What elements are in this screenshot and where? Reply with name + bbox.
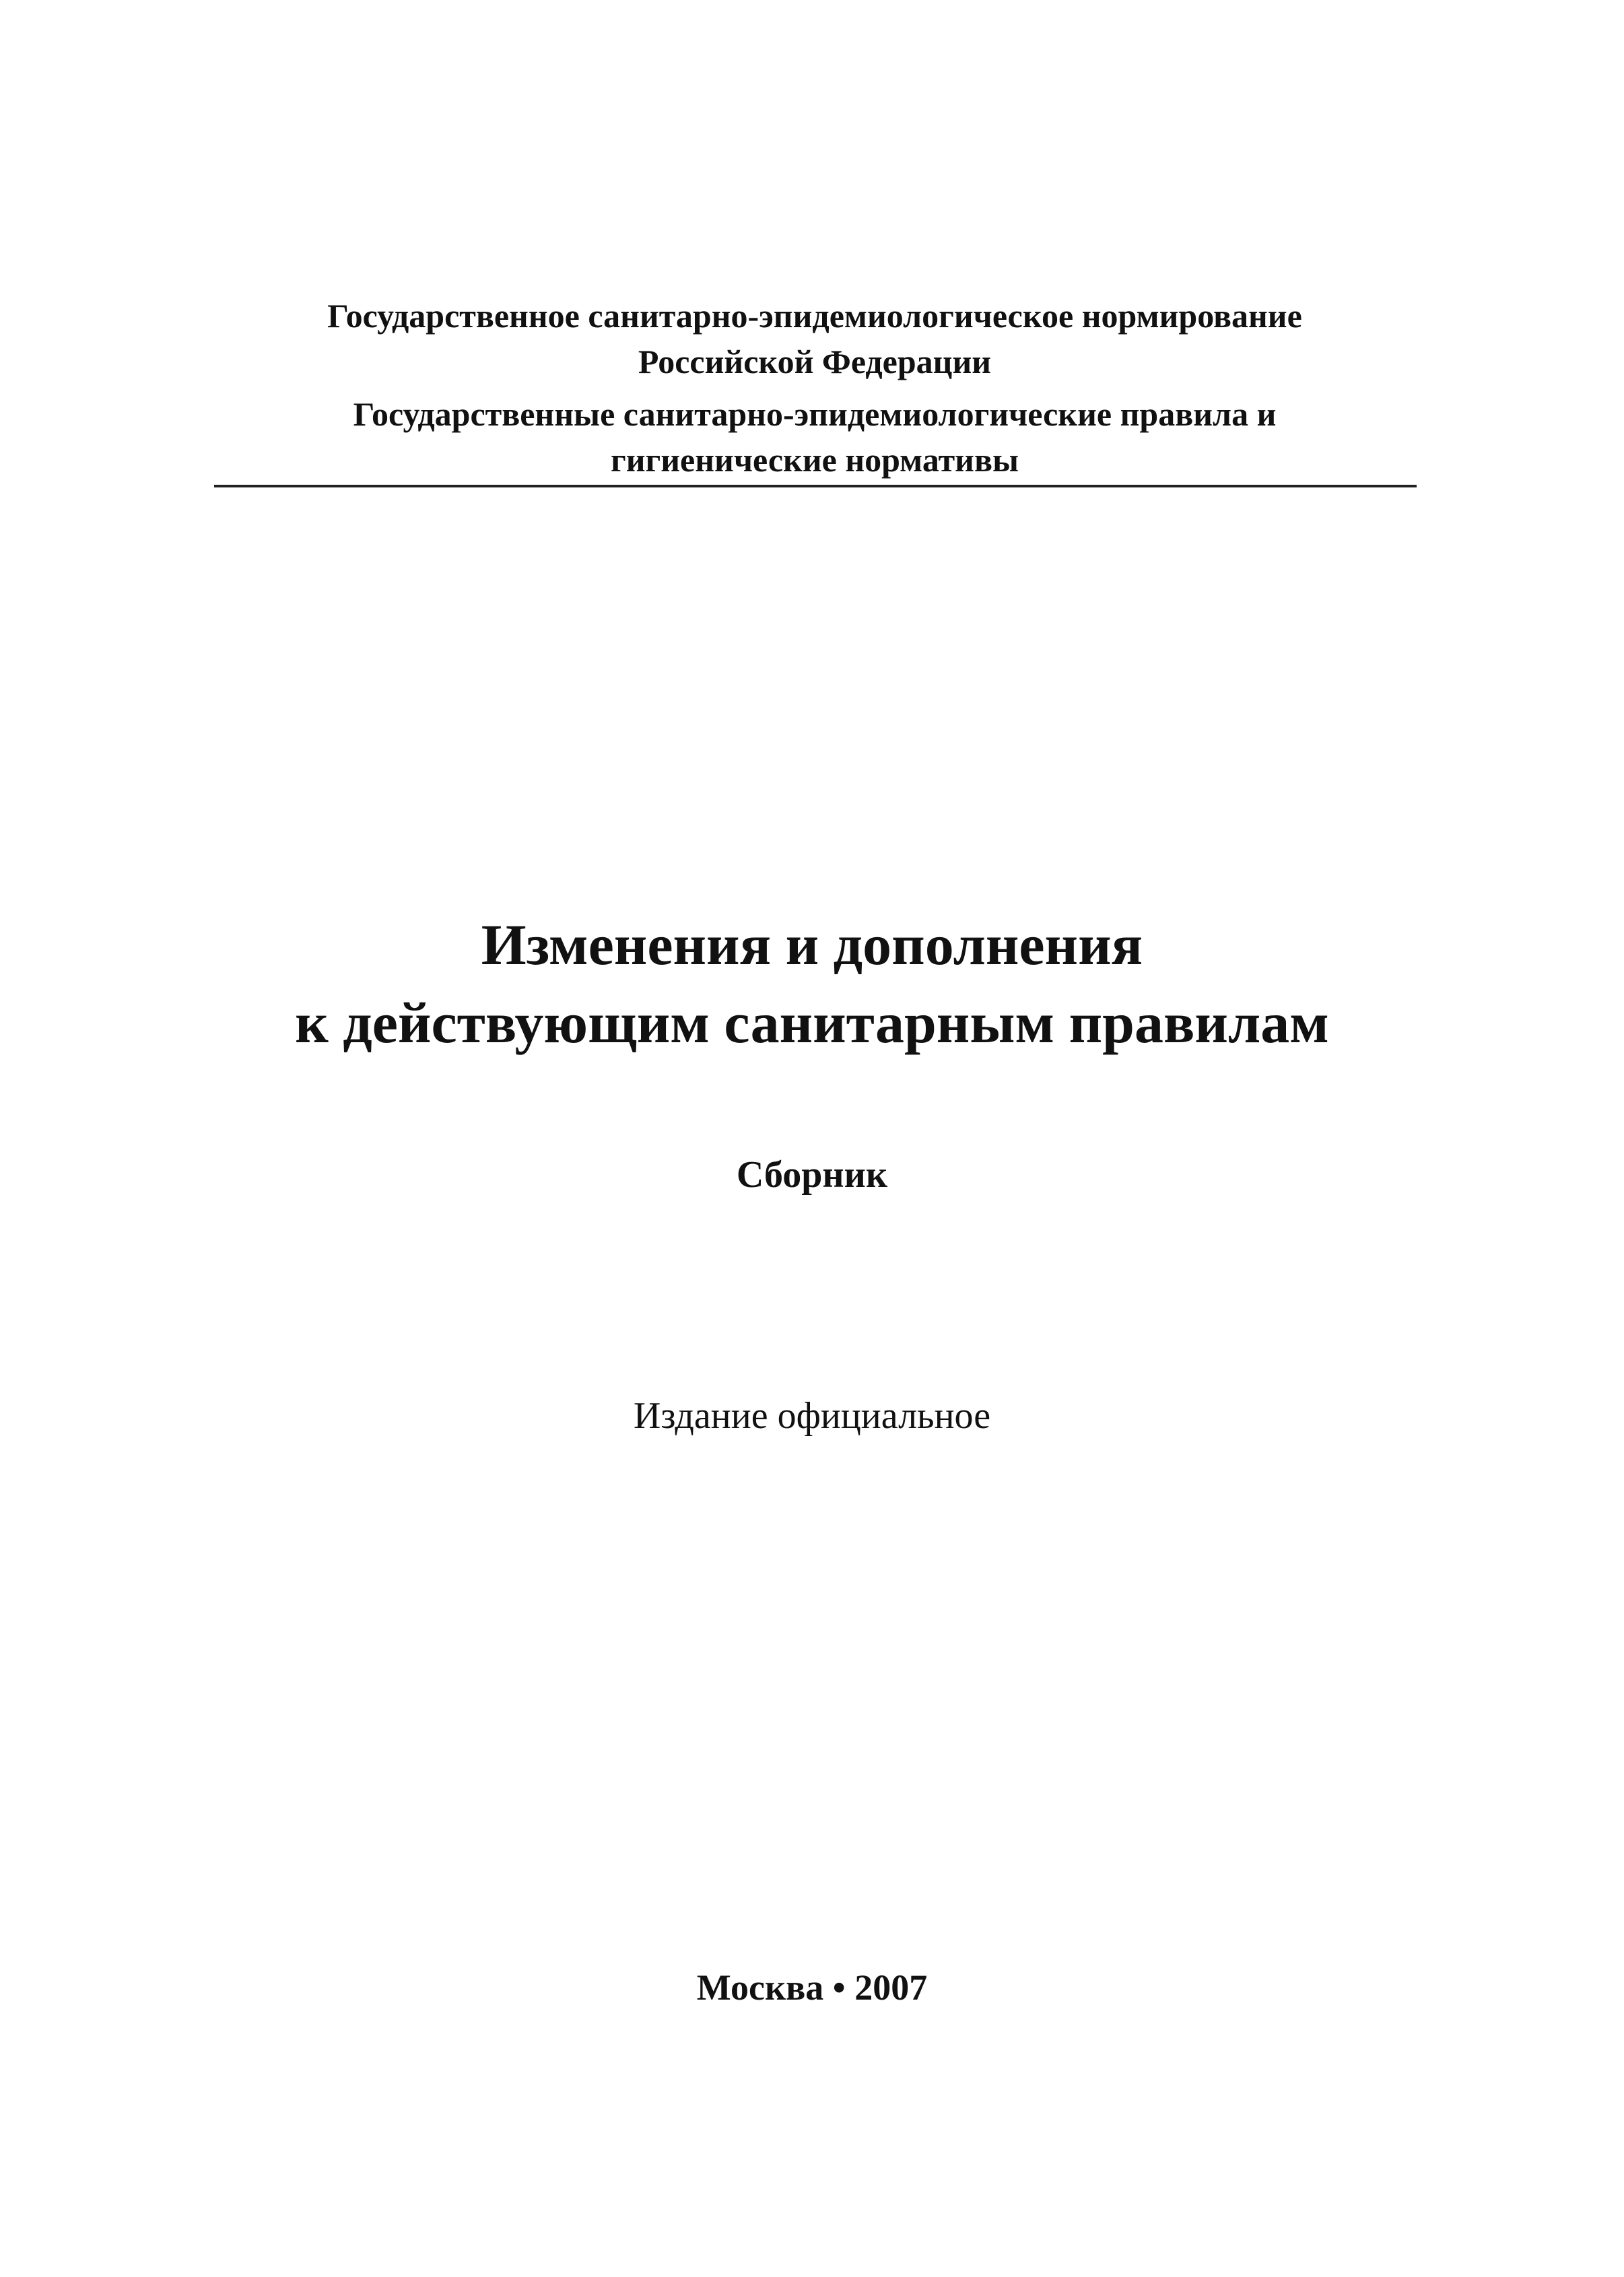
series-header bbox=[215, 293, 1414, 483]
header-line-1: Государственное санитарно-эпидемиологическое нормирование bbox=[327, 297, 1302, 335]
title-line-2: к действующим санитарным правилам bbox=[295, 990, 1329, 1055]
document-subtitle: Сборник bbox=[736, 1154, 888, 1196]
document-title bbox=[135, 906, 1489, 1062]
imprint-city-year: Москва • 2007 bbox=[696, 1967, 928, 2008]
header-line-3: Государственные санитарно-эпидемиологические правила и bbox=[353, 395, 1277, 433]
edition-note: Издание официальное bbox=[633, 1395, 991, 1437]
title-line-1: Изменения и дополнения bbox=[481, 912, 1143, 977]
header-line-4: гигиенические нормативы bbox=[610, 441, 1019, 479]
header-line-2: Российской Федерации bbox=[638, 343, 992, 380]
header-divider bbox=[214, 485, 1417, 487]
